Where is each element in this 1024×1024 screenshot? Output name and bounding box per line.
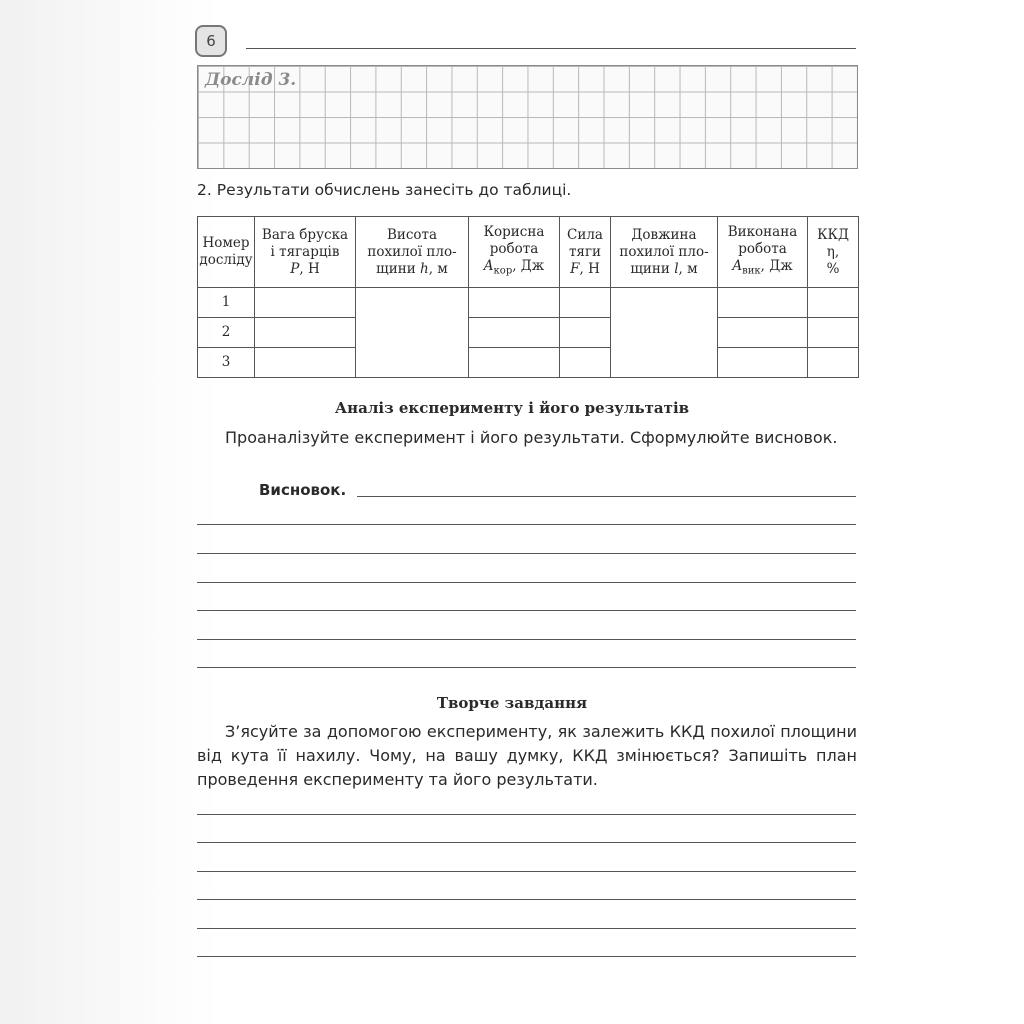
task-2-instruction: 2. Результати обчислень занесіть до таблиці. [197, 181, 572, 199]
header-total-work: Виконана робота $A_{вик}$, Дж [718, 217, 808, 288]
answer-line[interactable] [197, 928, 856, 929]
answer-line[interactable] [197, 842, 856, 843]
table-row [198, 348, 859, 378]
weight-cell[interactable] [255, 318, 356, 348]
table-header-row [198, 217, 859, 288]
efficiency-cell[interactable] [808, 348, 859, 378]
answer-line[interactable] [197, 524, 856, 525]
conclusion-label: Висновок. [259, 481, 347, 499]
creative-task-text: З’ясуйте за допомогою експерименту, як залежить ККД похилої площини від кута її нахилу. Чому, на вашу думку, ККД змінюється? Запишіть план проведення експерименту та його результати. [197, 722, 857, 789]
efficiency-cell[interactable] [808, 288, 859, 318]
header-useful-work: Корисна робота $A_{кор}$, Дж [469, 217, 560, 288]
experiment-label: Дослід 3. [205, 70, 297, 90]
total-work-cell[interactable] [718, 348, 808, 378]
answer-line[interactable] [197, 899, 856, 900]
answer-line[interactable] [197, 639, 856, 640]
answer-line[interactable] [197, 553, 856, 554]
useful-work-cell[interactable] [469, 288, 560, 318]
header-weight: Вага бруска і тягарців P, Н [255, 217, 356, 288]
answer-line[interactable] [197, 582, 856, 583]
weight-cell[interactable] [255, 348, 356, 378]
results-table [197, 216, 859, 378]
force-cell[interactable] [560, 288, 611, 318]
header-traction-force: Сила тяги F, Н [560, 217, 611, 288]
row-number-cell: 1 [198, 288, 255, 318]
header-length: Довжина похилої пло- щини l, м [611, 217, 718, 288]
answer-line[interactable] [197, 610, 856, 611]
efficiency-cell[interactable] [808, 318, 859, 348]
analysis-title: Аналіз експерименту і його результатів [334, 399, 690, 417]
page-number-badge [195, 25, 227, 57]
length-cell[interactable] [611, 288, 718, 378]
row-number-cell: 2 [198, 318, 255, 348]
height-cell[interactable] [356, 288, 469, 378]
header-rule [246, 48, 856, 49]
answer-line[interactable] [197, 814, 856, 815]
force-cell[interactable] [560, 348, 611, 378]
total-work-cell[interactable] [718, 288, 808, 318]
table-row [198, 288, 859, 318]
creative-task-title: Творче завдання [436, 694, 588, 712]
force-cell[interactable] [560, 318, 611, 348]
header-experiment-number: Номер досліду [198, 217, 255, 288]
weight-cell[interactable] [255, 288, 356, 318]
useful-work-cell[interactable] [469, 348, 560, 378]
header-height: Висота похилої пло- щини h, м [356, 217, 469, 288]
row-number-cell: 3 [198, 348, 255, 378]
answer-line[interactable] [197, 956, 856, 957]
analysis-text: Проаналізуйте експеримент і його результати. Сформулюйте висновок. [225, 428, 838, 447]
answer-line[interactable] [197, 871, 856, 872]
answer-line[interactable] [197, 667, 856, 668]
header-efficiency: ККД η, % [808, 217, 859, 288]
table-row [198, 318, 859, 348]
page-number: 6 [206, 32, 216, 50]
conclusion-line[interactable] [357, 496, 856, 497]
total-work-cell[interactable] [718, 318, 808, 348]
useful-work-cell[interactable] [469, 318, 560, 348]
